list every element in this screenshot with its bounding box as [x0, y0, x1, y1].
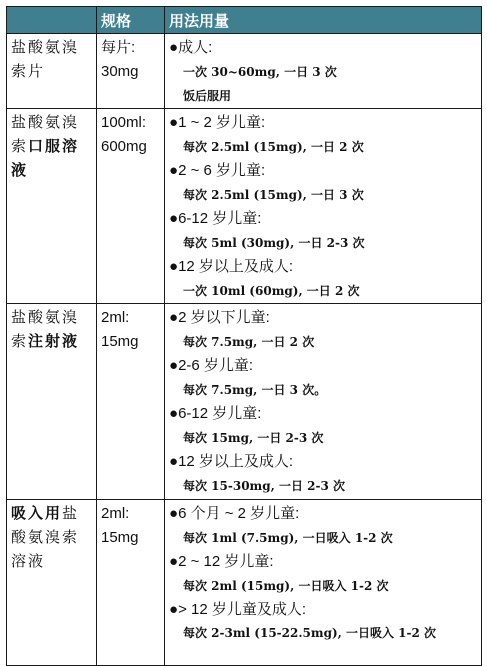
dose-line: 每次 5ml (30mg), 一日 2-3 次 [183, 236, 365, 250]
drug-name-cell [7, 500, 97, 666]
usage-group-label: ● 2 ~ 6 岁儿童: [169, 159, 477, 183]
spec-line: 30mg [101, 63, 139, 80]
drug-form: 吸入用 [11, 505, 63, 522]
usage-group-label: ● 6-12 岁儿童: [169, 402, 477, 426]
usage-group-label: ● 2-6 岁儿童: [169, 354, 477, 378]
spec-cell [97, 34, 165, 109]
dosage-table [6, 6, 482, 666]
usage-cell [165, 500, 482, 666]
drug-form: 注射液 [28, 333, 80, 350]
table-row [7, 109, 482, 304]
dose-line: 一次 30~60mg, 一日 3 次 [183, 65, 337, 79]
dose-line: 每次 2-3ml (15-22.5mg), 一日吸入 1-2 次 [183, 626, 437, 640]
dose-line: 每次 15mg, 一日 2-3 次 [183, 431, 324, 445]
usage-cell [165, 34, 482, 109]
dose-line: 每次 1ml (7.5mg), 一日吸入 1-2 次 [183, 531, 393, 545]
dose-line: 饭后服用 [183, 89, 232, 103]
usage-group-label: ● 6-12 岁儿童: [169, 207, 477, 231]
usage-group-label: ● 1 ~ 2 岁儿童: [169, 111, 477, 135]
usage-cell [165, 304, 482, 500]
drug-name-cell [7, 109, 97, 304]
dose-line: 每次 15-30mg, 一日 2-3 次 [183, 479, 346, 493]
table-row [7, 304, 482, 500]
spec-line: 2ml: [101, 309, 130, 326]
header-spec-col: 规格 [97, 7, 165, 34]
usage-group-label: ● 12 岁以上及成人: [169, 255, 477, 279]
drug-form: 口服溶液 [11, 138, 80, 179]
table-row [7, 34, 482, 109]
header-usage-col: 用法用量 [165, 7, 482, 34]
drug-name: 盐酸氨溴索溶液 [11, 505, 80, 570]
usage-group-label: ● 2 岁以下儿童: [169, 306, 477, 330]
usage-group-label: ● 6 个月 ~ 2 岁儿童: [169, 502, 477, 526]
drug-name: 盐酸氨溴索片 [11, 39, 80, 80]
spec-line: 15mg [101, 529, 139, 546]
table-row [7, 500, 482, 666]
usage-group-label: ● 12 岁以上及成人: [169, 450, 477, 474]
spec-line: 100ml: [101, 114, 147, 131]
usage-cell [165, 109, 482, 304]
spec-line: 15mg [101, 333, 139, 350]
table-header-row [7, 7, 482, 34]
spec-cell [97, 500, 165, 666]
dose-line: 每次 2ml (15mg), 一日吸入 1-2 次 [183, 579, 389, 593]
usage-group-label: ● 成人: [169, 36, 477, 60]
spec-line: 每片: [101, 39, 136, 56]
drug-name: 盐酸氨溴索 [11, 114, 80, 155]
dose-line: 每次 2.5ml (15mg), 一日 2 次 [183, 140, 364, 154]
drug-name: 盐酸氨溴索 [11, 309, 80, 350]
drug-name-cell [7, 304, 97, 500]
drug-name-cell [7, 34, 97, 109]
usage-group-label: ● > 12 岁儿童及成人: [169, 598, 477, 622]
spec-line: 600mg [101, 138, 147, 155]
dose-line: 每次 2.5ml (15mg), 一日 3 次 [183, 188, 364, 202]
dose-line: 一次 10ml (60mg), 一日 2 次 [183, 284, 360, 298]
header-name-col [7, 7, 97, 34]
spec-cell [97, 109, 165, 304]
dose-line: 每次 7.5mg, 一日 2 次 [183, 335, 315, 349]
spec-cell [97, 304, 165, 500]
spec-line: 2ml: [101, 505, 130, 522]
dose-line: 每次 7.5mg, 一日 3 次。 [183, 383, 327, 397]
usage-group-label: ● 2 ~ 12 岁儿童: [169, 550, 477, 574]
